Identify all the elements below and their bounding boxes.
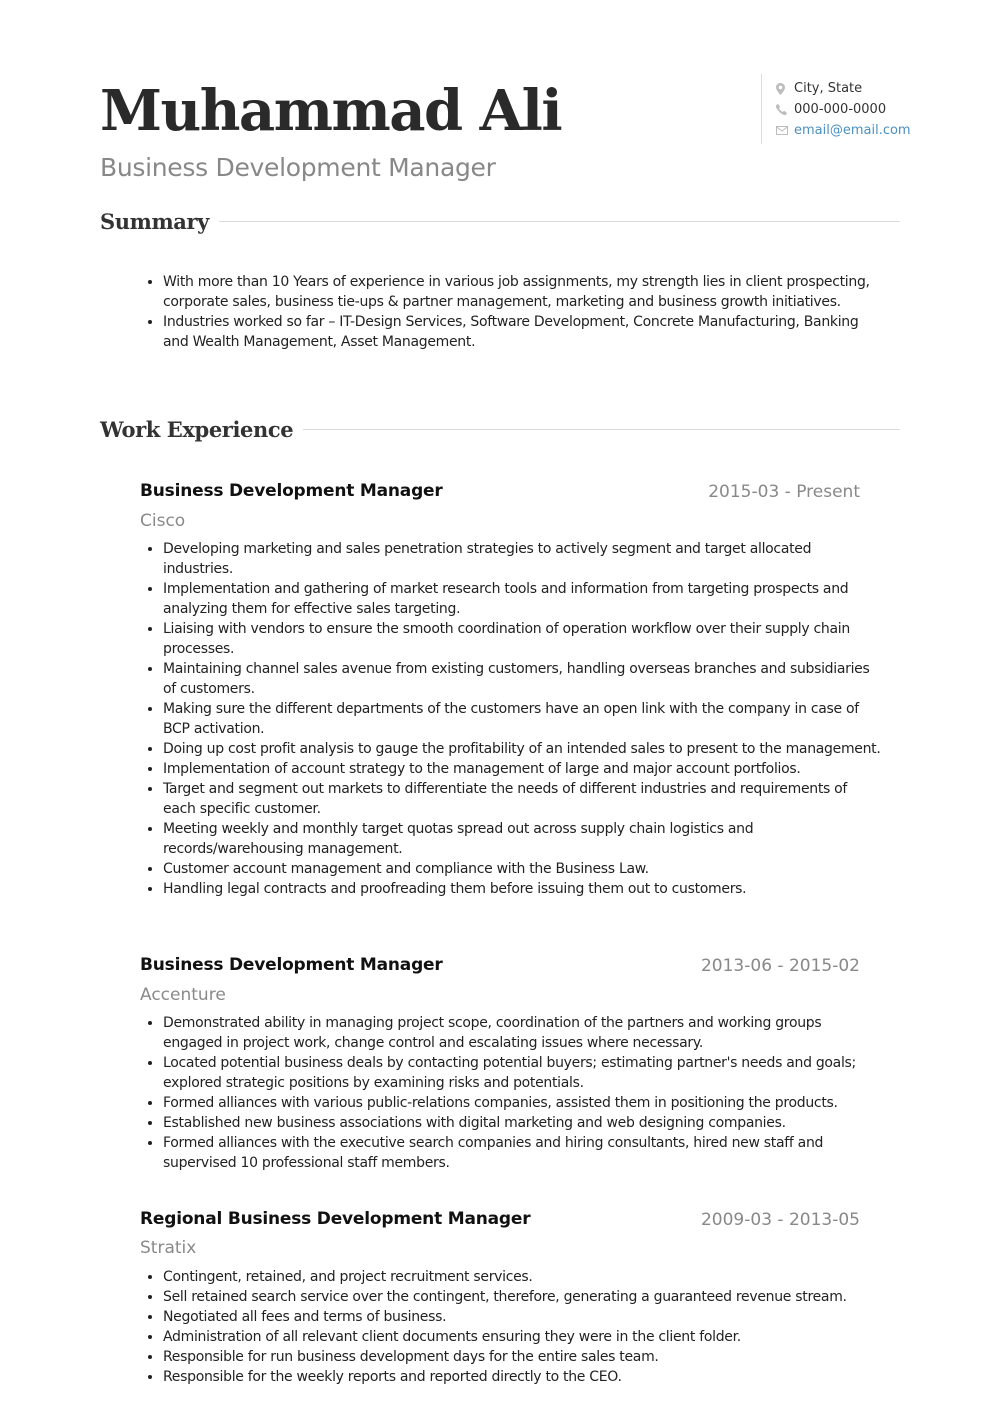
bullet-item: • Customer account management and compliance with the Business Law. <box>163 859 883 879</box>
bullet-item: • Administration of all relevant client documents ensuring they were in the client folder. <box>163 1327 883 1347</box>
job-dates: 2009-03 - 2013-05 <box>700 1210 860 1230</box>
bullet-item: • Developing marketing and sales penetration strategies to actively segment and target allocated industries. <box>163 539 883 579</box>
bullet-item: • Established new business associations with digital marketing and web designing companies. <box>163 1113 883 1133</box>
contact-location <box>776 78 926 99</box>
bullet-item: • Sell retained search service over the contingent, therefore, generating a guaranteed revenue stream. <box>163 1287 883 1307</box>
contact-location-text: City, State <box>794 81 863 96</box>
job-company: Accenture <box>140 985 226 1005</box>
contact-email[interactable] <box>776 120 926 141</box>
bullet-item: • Formed alliances with various public-relations companies, assisted them in positioning the products. <box>163 1093 883 1113</box>
bullet-item: • Formed alliances with the executive search companies and hiring consultants, hired new staff and supervised 10 professional staff members. <box>163 1133 883 1173</box>
bullet-item: • Handling legal contracts and proofreading them before issuing them out to customers. <box>163 879 883 899</box>
work-experience-heading: Work Experience <box>100 417 294 442</box>
bullet-item: • Implementation and gathering of market research tools and information from targeting prospects and analyzing them for effective sales targeting. <box>163 579 883 619</box>
contact-email-link[interactable]: email@email.com <box>794 123 911 138</box>
bullet-item: • Negotiated all fees and terms of business. <box>163 1307 883 1327</box>
summary-section-header <box>100 209 900 234</box>
work-section-header <box>100 417 900 442</box>
bullet-item: • Located potential business deals by contacting potential buyers; estimating partner's needs and goals; explored strategic positions by examining risks and potentials. <box>163 1053 883 1093</box>
section-divider <box>303 429 900 430</box>
job-title: Regional Business Development Manager <box>140 1209 531 1229</box>
bullet-item: • Maintaining channel sales avenue from existing customers, handling overseas branches and subsidiaries of customers. <box>163 659 883 699</box>
job-company: Cisco <box>140 511 186 531</box>
bullet-item: • Doing up cost profit analysis to gauge the profitability of an intended sales to present to the management. <box>163 739 883 759</box>
job-title: Business Development Manager <box>140 955 443 975</box>
job-title: Business Development Manager <box>140 481 443 501</box>
bullet-item: • Meeting weekly and monthly target quotas spread out across supply chain logistics and records/warehousing management. <box>163 819 883 859</box>
bullet-item: • Responsible for run business development days for the entire sales team. <box>163 1347 883 1367</box>
bullet-item: • With more than 10 Years of experience in various job assignments, my strength lies in client prospecting, corporate sales, business tie-ups & partner management, marketing and business growth initiatives. <box>163 272 883 312</box>
job-bullets <box>140 1267 883 1387</box>
location-pin-icon <box>776 83 794 95</box>
summary-heading: Summary <box>100 209 209 234</box>
bullet-item: • Responsible for the weekly reports and reported directly to the CEO. <box>163 1367 883 1387</box>
candidate-name: Muhammad Ali <box>100 78 562 144</box>
bullet-item: • Contingent, retained, and project recruitment services. <box>163 1267 883 1287</box>
job-dates: 2013-06 - 2015-02 <box>700 956 860 976</box>
bullet-item: • Implementation of account strategy to the management of large and major account portfolios. <box>163 759 883 779</box>
bullet-item: • Industries worked so far – IT-Design Services, Software Development, Concrete Manufacturing, Banking and Wealth Management, Asset Management. <box>163 312 883 352</box>
job-bullets <box>140 539 883 899</box>
candidate-title: Business Development Manager <box>100 153 496 182</box>
bullet-item: • Target and segment out markets to differentiate the needs of different industries and requirements of each specific customer. <box>163 779 883 819</box>
job-bullets <box>140 1013 883 1173</box>
phone-icon <box>776 104 794 115</box>
section-divider <box>219 221 900 222</box>
job-dates: 2015-03 - Present <box>708 482 860 502</box>
contact-phone-text: 000-000-0000 <box>794 102 887 117</box>
bullet-item: • Making sure the different departments of the customers have an open link with the company in case of BCP activation. <box>163 699 883 739</box>
contact-block <box>761 74 926 144</box>
job-company: Stratix <box>140 1238 197 1258</box>
summary-list <box>140 272 883 352</box>
bullet-item: • Demonstrated ability in managing project scope, coordination of the partners and working groups engaged in project work, change control and escalating issues where necessary. <box>163 1013 883 1053</box>
envelope-icon <box>776 126 794 135</box>
bullet-item: • Liaising with vendors to ensure the smooth coordination of operation workflow over their supply chain processes. <box>163 619 883 659</box>
contact-phone <box>776 99 926 120</box>
